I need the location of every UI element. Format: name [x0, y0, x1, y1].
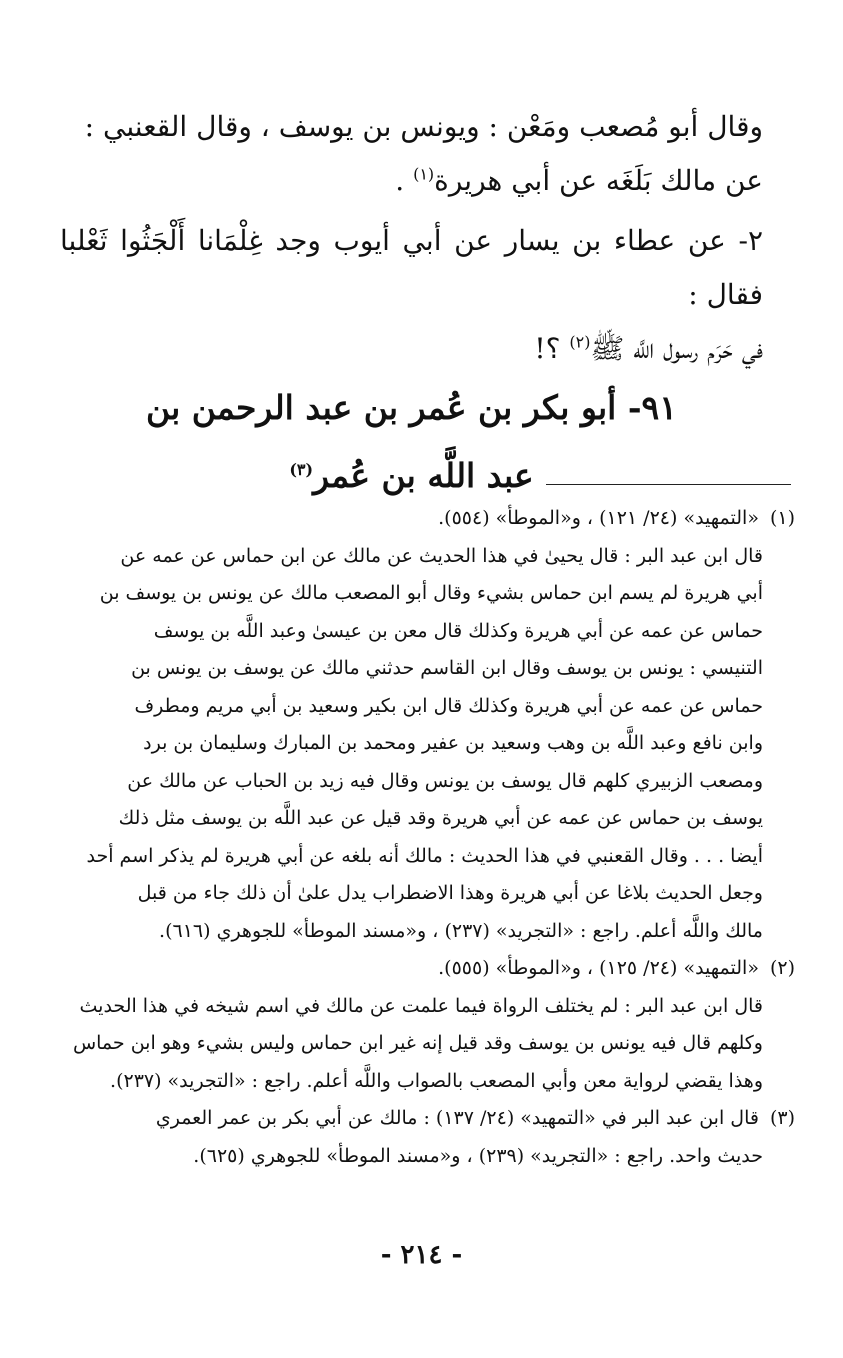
footnote-ref-2: (٢) — [569, 332, 591, 352]
footnotes — [48, 500, 795, 1175]
footnote-1-line: مالك واللَّه أعلم. راجع : «التجريد» (٢٣٧) ، و«مسند الموطأ» للجوهري (٦١٦). — [159, 919, 763, 942]
footnote-3-body — [48, 1138, 795, 1176]
footnote-2-mark: (٢) — [769, 957, 795, 979]
footnote-1-line: يوسف بن حماس عن عمه عن أبي هريرة وقد قيل عن عبد اللَّه بن يوسف مثل ذلك — [118, 807, 763, 829]
footnote-ref-3: (٣) — [289, 460, 314, 479]
footnote-3-mark: (٣) — [769, 1107, 795, 1129]
footnote-1-line: حماس عن عمه عن أبي هريرة وكذلك قال ابن بكير وسعيد بن أبي مريم ومطرف — [134, 694, 763, 717]
footnote-1-body — [48, 538, 795, 951]
footnote-2-line: قال ابن عبد البر : لم يختلف الرواة فيما علمت عن مالك في اسم شيخه في هذا الحديث — [79, 994, 763, 1017]
paragraph-1 — [60, 100, 763, 208]
paragraph-1-end: . — [395, 164, 414, 197]
footnote-2-line: وكلهم قال فيه يونس بن يوسف وقد قيل إنه غير ابن حماس وليس بشيء وهو ابن حماس — [72, 1032, 763, 1054]
footnote-1-line: أيضا . . . وقال القعنبي في هذا الحديث : مالك أنه بلغه عن أبي هريرة لم يذكر اسم أحد — [86, 844, 763, 867]
paragraph-1-line-1: وقال أبو مُصعب ومَعْن : ويونس بن يوسف ، وقال القعنبي : — [84, 110, 763, 143]
footnote-3-line: حديث واحد. راجع : «التجريد» (٢٣٩) ، و«مسند الموطأ» للجوهري (٦٢٥). — [193, 1144, 763, 1167]
footnote-1-mark: (١) — [769, 507, 795, 529]
paragraph-1-line-2: عن مالك بَلَغَه عن أبي هريرة — [434, 164, 763, 197]
footnote-1-heading — [48, 500, 795, 538]
footnote-1-line: قال ابن عبد البر : قال يحيىٰ في هذا الحديث عن مالك عن ابن حماس عن عمه عن — [120, 544, 763, 567]
footnote-ref-1: (١) — [413, 164, 435, 184]
footnote-1-line: أبي هريرة لم يسم ابن حماس بشيء وقال أبو المصعب مالك عن يونس بن يوسف بن — [99, 582, 763, 604]
footnote-2-ref: «التمهيد» (٢٤/ ١٢٥) ، و«الموطأ» (٥٥٥). — [438, 957, 759, 979]
footnote-2-heading — [48, 950, 795, 988]
section-heading-line-1: ٩١- أبو بكر بن عُمر بن عبد الرحمن بن — [146, 388, 677, 427]
paragraph-2 — [60, 214, 763, 376]
paragraph-2-line-1: ٢- عن عطاء بن يسار عن أبي أيوب وجد غِلْمَانا أَلْجَثُوا ثَعْلبا فقال : — [60, 224, 763, 311]
footnote-1-line: وجعل الحديث بلاغا عن أبي هريرة وهذا الاضطراب يدل علىٰ أن ذلك جاء من قبل — [137, 882, 763, 904]
footnote-separator — [546, 484, 791, 485]
footnote-1-line: التنيسي : يونس بن يوسف وقال ابن القاسم حدثني مالك عن يوسف بن يونس بن — [131, 657, 763, 679]
section-heading-line-2 — [60, 444, 763, 508]
section-heading-line-2-text: عبد اللَّه بن عُمر — [313, 456, 534, 495]
footnote-2-body — [48, 988, 795, 1101]
footnote-3-heading — [48, 1100, 795, 1138]
footnote-1-line: ومصعب الزبيري كلهم قال يوسف بن يونس وقال فيه زيد بن الحباب عن مالك عن — [127, 769, 763, 792]
footnote-1-line: حماس عن عمه عن أبي هريرة وكذلك قال معن بن عيسىٰ وعبد اللَّه بن يوسف — [153, 619, 763, 642]
footnote-3-ref: قال ابن عبد البر في «التمهيد» (٢٤/ ١٣٧) : مالك عن أبي بكر بن عمر العمري — [155, 1107, 759, 1129]
footnote-1-ref: «التمهيد» (٢٤/ ١٢١) ، و«الموطأ» (٥٥٤). — [438, 507, 759, 529]
paragraph-2-line-2: في حَرَم رسول اللَّه ﷺ — [590, 332, 763, 365]
footnote-1-line: وابن نافع وعبد اللَّه بن وهب وسعيد بن عفير ومحمد بن المبارك وسليمان بن برد — [143, 732, 763, 754]
page-number: - ٢١٤ - — [380, 1240, 463, 1270]
paragraph-2-end: ؟! — [534, 332, 570, 365]
main-text — [60, 100, 763, 508]
footnote-2-line: وهذا يقضي لرواية معن وأبي المصعب بالصواب واللَّه أعلم. راجع : «التجريد» (٢٣٧). — [110, 1069, 763, 1092]
